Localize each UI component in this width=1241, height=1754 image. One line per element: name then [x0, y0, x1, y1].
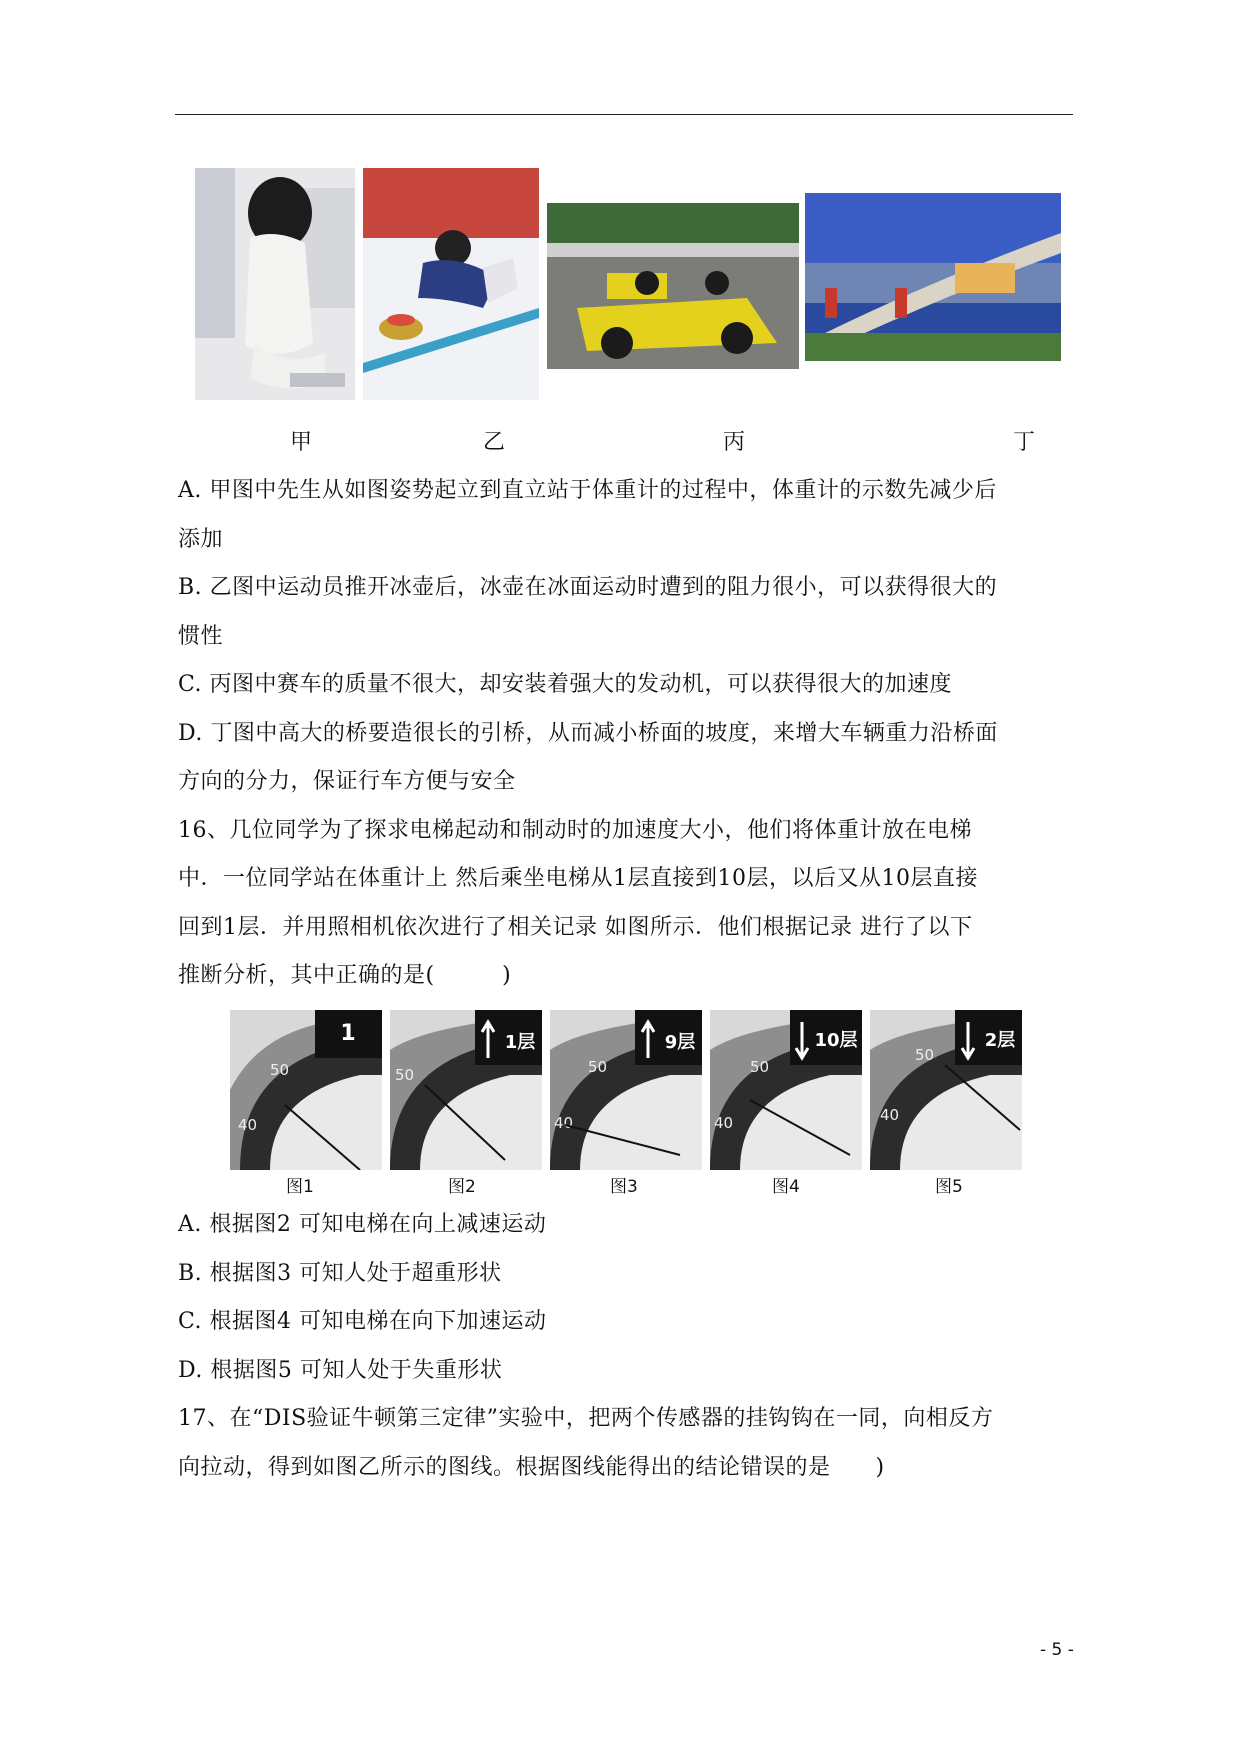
- q16-stem-line2: 中．一位同学站在体重计上 然后乘坐电梯从1层直接到10层，以后又从10层直接: [178, 866, 978, 891]
- tick-50: 50: [270, 1061, 290, 1079]
- dial-caption-4: 图4: [772, 1177, 800, 1197]
- q16-stem-line3: 回到1层．并用照相机依次进行了相关记录 如图所示．他们根据记录 进行了以下: [178, 915, 973, 940]
- dial-caption-2: 图2: [448, 1177, 476, 1197]
- q16-option-a: A. 根据图2 可知电梯在向上减速运动: [178, 1212, 547, 1237]
- dial-figure-4: [710, 1010, 862, 1170]
- caption-jia: 甲: [290, 430, 313, 455]
- svg-text:50: 50: [395, 1066, 415, 1084]
- tick-40: 40: [238, 1116, 258, 1134]
- photo-yi: [363, 168, 539, 400]
- dial-badge-2: 1层: [504, 1032, 536, 1053]
- caption-ding: 丁: [1013, 430, 1036, 455]
- q17-stem-line1: 17、在“DIS验证牛顿第三定律”实验中，把两个传感器的挂钩钩在一同，向相反方: [178, 1406, 994, 1431]
- caption-bing: 丙: [723, 430, 746, 455]
- photo-captions: [0, 425, 1241, 455]
- caption-yi: 乙: [483, 430, 506, 455]
- dial-caption-5: 图5: [935, 1177, 963, 1197]
- q16-option-c: C. 根据图4 可知电梯在向下加速运动: [178, 1309, 547, 1334]
- q15-option-a-line1: A. 甲图中先生从如图姿势起立到直立站于体重计的过程中，体重计的示数先减少后: [178, 478, 997, 503]
- dial-figure-1: [230, 1010, 382, 1170]
- q15-option-b-line1: B. 乙图中运动员推开冰壶后，冰壶在冰面运动时遭到的阻力很小，可以获得很大的: [178, 575, 998, 600]
- svg-text:50: 50: [915, 1046, 935, 1064]
- header-rule: [175, 114, 1073, 115]
- q15-option-b-line2: 惯性: [178, 624, 224, 649]
- q16-option-d: D. 根据图5 可知人处于失重形状: [178, 1358, 503, 1383]
- dial-badge-1: 1: [340, 1021, 356, 1046]
- svg-text:50: 50: [750, 1058, 770, 1076]
- photo-jia: [195, 168, 355, 400]
- q16-stem-line4: 推断分析，其中正确的是( ): [178, 963, 512, 988]
- q15-option-a-line2: 添加: [178, 527, 224, 552]
- dial-caption-3: 图3: [610, 1177, 638, 1197]
- dial-badge-3: 9层: [664, 1032, 696, 1053]
- page-number: - 5 -: [1040, 1640, 1074, 1660]
- q15-option-d-line2: 方向的分力，保证行车方便与安全: [178, 769, 516, 794]
- svg-text:50: 50: [588, 1058, 608, 1076]
- dial-caption-1: 图1: [286, 1177, 314, 1197]
- photo-bing: [547, 203, 799, 369]
- photo-ding: [805, 193, 1061, 361]
- q16-stem-line1: 16、几位同学为了探求电梯起动和制动时的加速度大小，他们将体重计放在电梯: [178, 818, 972, 843]
- dial-figure-3: [550, 1010, 702, 1170]
- svg-text:40: 40: [714, 1114, 734, 1132]
- q16-option-b: B. 根据图3 可知人处于超重形状: [178, 1261, 502, 1286]
- svg-text:40: 40: [554, 1114, 574, 1132]
- dial-badge-4: 10层: [814, 1030, 858, 1051]
- svg-text:40: 40: [880, 1106, 900, 1124]
- photo-row: [195, 168, 1061, 400]
- q15-option-c: C. 丙图中赛车的质量不很大，却安装着强大的发动机，可以获得很大的加速度: [178, 672, 953, 697]
- dial-figure-2: [390, 1010, 542, 1170]
- q15-option-d-line1: D. 丁图中高大的桥要造很长的引桥，从而减小桥面的坡度，来增大车辆重力沿桥面: [178, 721, 998, 746]
- q17-stem-line2: 向拉动，得到如图乙所示的图线。根据图线能得出的结论错误的是 ): [178, 1455, 885, 1480]
- dial-figure-5: [870, 1010, 1022, 1170]
- dial-badge-5: 2层: [984, 1030, 1016, 1051]
